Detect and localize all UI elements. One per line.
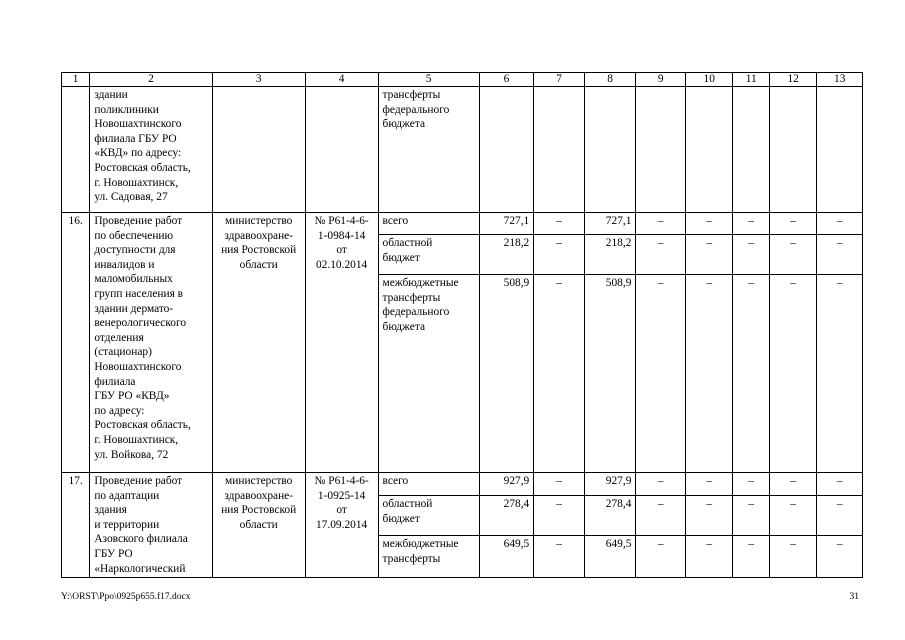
cell-value: – bbox=[636, 496, 686, 536]
cell-value bbox=[733, 87, 769, 213]
file-path-footer: Y:\ORST\Ppo\0925p655.f17.docx bbox=[61, 592, 191, 602]
cell-value: 508,9 bbox=[479, 275, 534, 473]
col-header: 2 bbox=[90, 73, 212, 87]
cell-value: 649,5 bbox=[479, 536, 534, 578]
cell-source: межбюджетные трансферты bbox=[378, 536, 479, 578]
cell-document bbox=[305, 87, 378, 213]
col-header: 8 bbox=[584, 73, 636, 87]
cell-value: – bbox=[685, 213, 733, 235]
cell-value: – bbox=[685, 235, 733, 275]
cell-value: – bbox=[636, 275, 686, 473]
cell-value: – bbox=[769, 235, 817, 275]
cell-num: 16. bbox=[62, 213, 90, 473]
cell-description: Проведение работ по адаптации здания и территории Азовского филиала ГБУ РО «Наркологический bbox=[90, 473, 212, 578]
col-header: 10 bbox=[685, 73, 733, 87]
col-header: 5 bbox=[378, 73, 479, 87]
cell-value: – bbox=[733, 536, 769, 578]
col-header: 6 bbox=[479, 73, 534, 87]
cell-value: – bbox=[817, 536, 863, 578]
cell-value: – bbox=[534, 473, 585, 496]
col-header: 11 bbox=[733, 73, 769, 87]
cell-value: – bbox=[685, 275, 733, 473]
col-header: 3 bbox=[212, 73, 305, 87]
cell-value: 218,2 bbox=[584, 235, 636, 275]
cell-value: – bbox=[636, 235, 686, 275]
cell-value: – bbox=[769, 473, 817, 496]
cell-value: 727,1 bbox=[479, 213, 534, 235]
col-header: 13 bbox=[817, 73, 863, 87]
cell-value: – bbox=[817, 473, 863, 496]
col-header: 7 bbox=[534, 73, 585, 87]
col-header: 1 bbox=[62, 73, 90, 87]
table-row bbox=[62, 473, 863, 496]
cell-source: всего bbox=[378, 473, 479, 496]
cell-num bbox=[62, 87, 90, 213]
cell-value: – bbox=[534, 235, 585, 275]
cell-source: трансферты федерального бюджета bbox=[378, 87, 479, 213]
cell-value bbox=[584, 87, 636, 213]
cell-value: – bbox=[733, 496, 769, 536]
cell-value: – bbox=[685, 496, 733, 536]
cell-value: – bbox=[769, 275, 817, 473]
cell-value: 927,9 bbox=[479, 473, 534, 496]
cell-value: – bbox=[636, 213, 686, 235]
cell-value: 278,4 bbox=[584, 496, 636, 536]
col-header: 4 bbox=[305, 73, 378, 87]
continuation-row bbox=[62, 87, 863, 213]
cell-value: – bbox=[733, 213, 769, 235]
cell-value: – bbox=[733, 473, 769, 496]
cell-value bbox=[636, 87, 686, 213]
cell-description: здании поликлиники Новошахтинского филиала ГБУ РО «КВД» по адресу: Ростовская область, г. Новошахтинск, ул. Садовая, 27 bbox=[90, 87, 212, 213]
cell-source: областной бюджет bbox=[378, 235, 479, 275]
cell-value: – bbox=[817, 213, 863, 235]
cell-value: 727,1 bbox=[584, 213, 636, 235]
cell-num: 17. bbox=[62, 473, 90, 578]
page-number: 31 bbox=[849, 592, 859, 602]
cell-value: – bbox=[636, 536, 686, 578]
cell-value: – bbox=[817, 275, 863, 473]
cell-value: – bbox=[534, 496, 585, 536]
cell-value: – bbox=[733, 275, 769, 473]
cell-value: – bbox=[685, 536, 733, 578]
cell-value: – bbox=[817, 235, 863, 275]
cell-value: 508,9 bbox=[584, 275, 636, 473]
cell-value: 927,9 bbox=[584, 473, 636, 496]
cell-value: 649,5 bbox=[584, 536, 636, 578]
col-header: 12 bbox=[769, 73, 817, 87]
program-table bbox=[61, 72, 863, 578]
cell-value bbox=[534, 87, 585, 213]
cell-source: областной бюджет bbox=[378, 496, 479, 536]
cell-value: 218,2 bbox=[479, 235, 534, 275]
cell-value: – bbox=[685, 473, 733, 496]
cell-value: – bbox=[534, 275, 585, 473]
cell-value: – bbox=[817, 496, 863, 536]
cell-value: – bbox=[534, 536, 585, 578]
cell-value: – bbox=[733, 235, 769, 275]
column-number-row bbox=[62, 73, 863, 87]
cell-value: – bbox=[636, 473, 686, 496]
cell-description: Проведение работ по обеспечению доступности для инвалидов и маломобильных групп населения в здании дермато- венерологического отделения (стационар) Новошахтинского филиала ГБУ РО «КВД» по адресу: Ростовская область, г. Новошахтинск, ул. Войкова, 72 bbox=[90, 213, 212, 473]
cell-value: 278,4 bbox=[479, 496, 534, 536]
table-row bbox=[62, 213, 863, 235]
cell-value: – bbox=[534, 213, 585, 235]
cell-value: – bbox=[769, 213, 817, 235]
cell-executor: министерство здравоохране- ния Ростовской области bbox=[212, 213, 305, 473]
cell-source: всего bbox=[378, 213, 479, 235]
cell-document: № Р61-4-6- 1-0984-14 от 02.10.2014 bbox=[305, 213, 378, 473]
cell-source: межбюджетные трансферты федерального бюджета bbox=[378, 275, 479, 473]
cell-value bbox=[769, 87, 817, 213]
cell-value: – bbox=[769, 496, 817, 536]
cell-value bbox=[817, 87, 863, 213]
cell-value bbox=[479, 87, 534, 213]
col-header: 9 bbox=[636, 73, 686, 87]
cell-value bbox=[685, 87, 733, 213]
cell-value: – bbox=[769, 536, 817, 578]
cell-executor bbox=[212, 87, 305, 213]
cell-executor: министерство здравоохране- ния Ростовской области bbox=[212, 473, 305, 578]
cell-document: № Р61-4-6- 1-0925-14 от 17.09.2014 bbox=[305, 473, 378, 578]
